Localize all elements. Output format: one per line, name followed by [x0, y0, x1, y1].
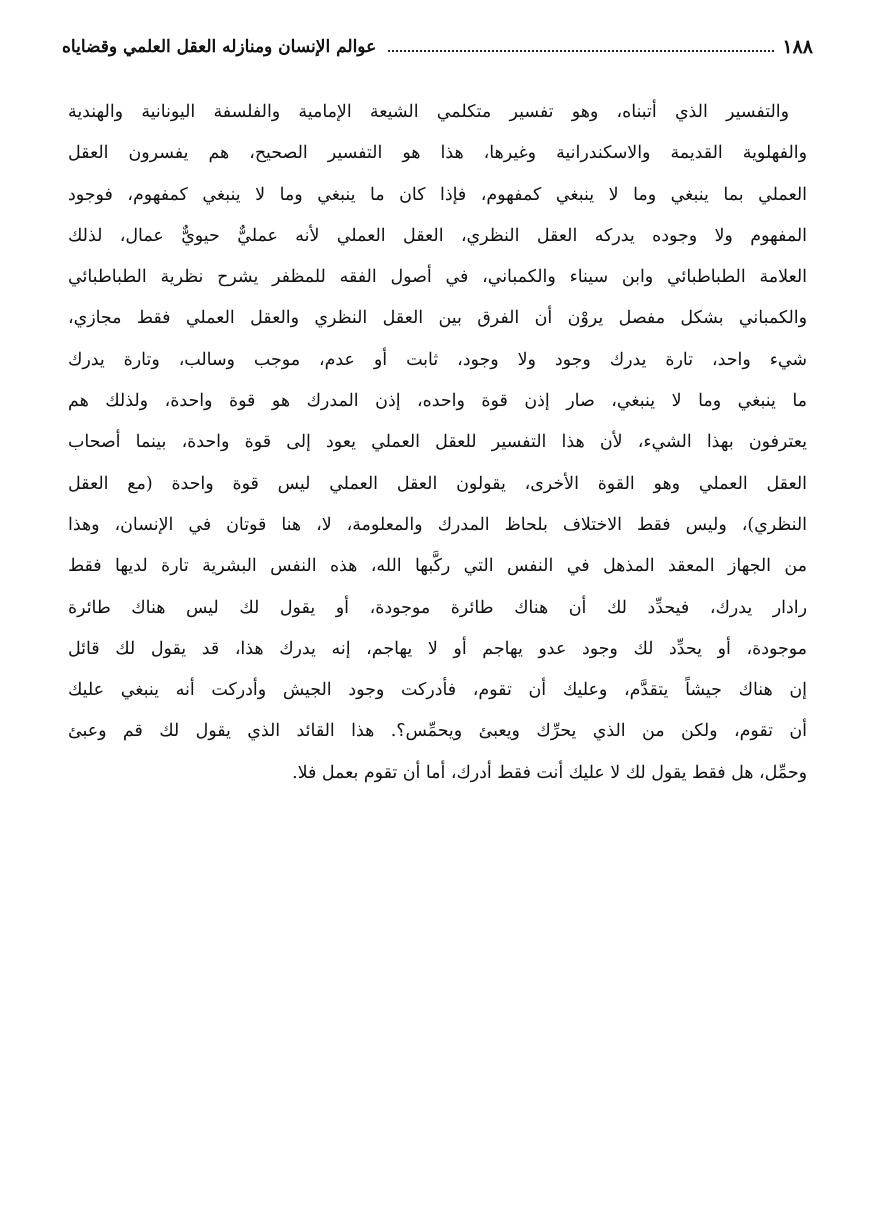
- text-line: العملي بما ينبغي وما لا ينبغي كمفهوم، فإذا كان ما ينبغي وما لا ينبغي كمفهوم، فوجود: [68, 184, 807, 205]
- text-line: موجودة، أو يحدِّد لك وجود عدو يهاجم أو لا يهاجم، إنه يدرك هذا، قد يقول لك قائل: [68, 638, 807, 659]
- text-line: والكمباني بشكل مفصل يروْن أن الفرق بين العقل النظري والعقل العملي فقط مجازي،: [68, 308, 807, 329]
- text-line: النظري)، وليس فقط الاختلاف بلحاظ المدرك والمعلومة، لا، هنا قوتان في الإنسان، وهذا: [68, 514, 807, 535]
- text-line: يعترفون بهذا الشيء، لأن هذا التفسير للعقل العملي يعود إلى قوة واحدة، بينما أصحاب: [68, 432, 807, 453]
- text-line: المفهوم ولا وجوده يدركه العقل النظري، العقل العملي لأنه عمليٌّ حيويٌّ عمال، لذلك: [68, 225, 807, 246]
- running-header: [62, 30, 813, 64]
- body-paragraph: [68, 92, 807, 794]
- text-line: شيء واحد، تارة يدرك وجود ولا وجود، ثابت أو عدم، موجب وسالب، وتارة يدرك: [68, 349, 807, 370]
- text-line: العقل العملي وهو القوة الأخرى، يقولون العقل العملي ليس قوة واحدة (مع العقل: [68, 473, 807, 494]
- text-line: رادار يدرك، فيحدِّد لك أن هناك طائرة موجودة، أو يقول لك ليس هناك طائرة: [68, 597, 807, 618]
- text-line: والفهلوية القديمة والاسكندرانية وغيرها، هذا هو التفسير الصحيح، هم يفسرون العقل: [68, 143, 807, 164]
- text-line: إن هناك جيشاً يتقدَّم، وعليك أن تقوم، فأدركت وجود الجيش وأدركت أنه ينبغي عليك: [68, 680, 807, 701]
- text-line: ما ينبغي وما لا ينبغي، صار إذن قوة واحده، إذن المدرك هو قوة واحدة، ولذلك هم: [68, 391, 807, 412]
- text-line: العلامة الطباطبائي وابن سيناء والكمباني، في أصول الفقه للمظفر يشرح نظرية الطباطبائي: [68, 267, 807, 288]
- text-line: من الجهاز المعقد المذهل في النفس التي ركَّبها الله، هذه النفس البشرية تارة لديها فقط: [68, 556, 807, 577]
- text-line: أن تقوم، ولكن من الذي يحرِّك ويعبئ ويحمِّس؟. هذا القائد الذي يقول لك قم وعبئ: [68, 721, 807, 742]
- header-dot-leader: [388, 50, 774, 52]
- text-line: وحمِّل، هل فقط يقول لك لا عليك أنت فقط أدرك، أما أن تقوم بعمل فلا.: [292, 762, 807, 783]
- running-header-title: عوالم الإنسان ومنازله العقل العلمي وقضاياه: [62, 37, 377, 57]
- text-line: والتفسير الذي أتبناه، وهو تفسير متكلمي الشيعة الإمامية والفلسفة اليونانية والهندية: [68, 102, 789, 122]
- page-number: ١٨٨: [782, 36, 813, 58]
